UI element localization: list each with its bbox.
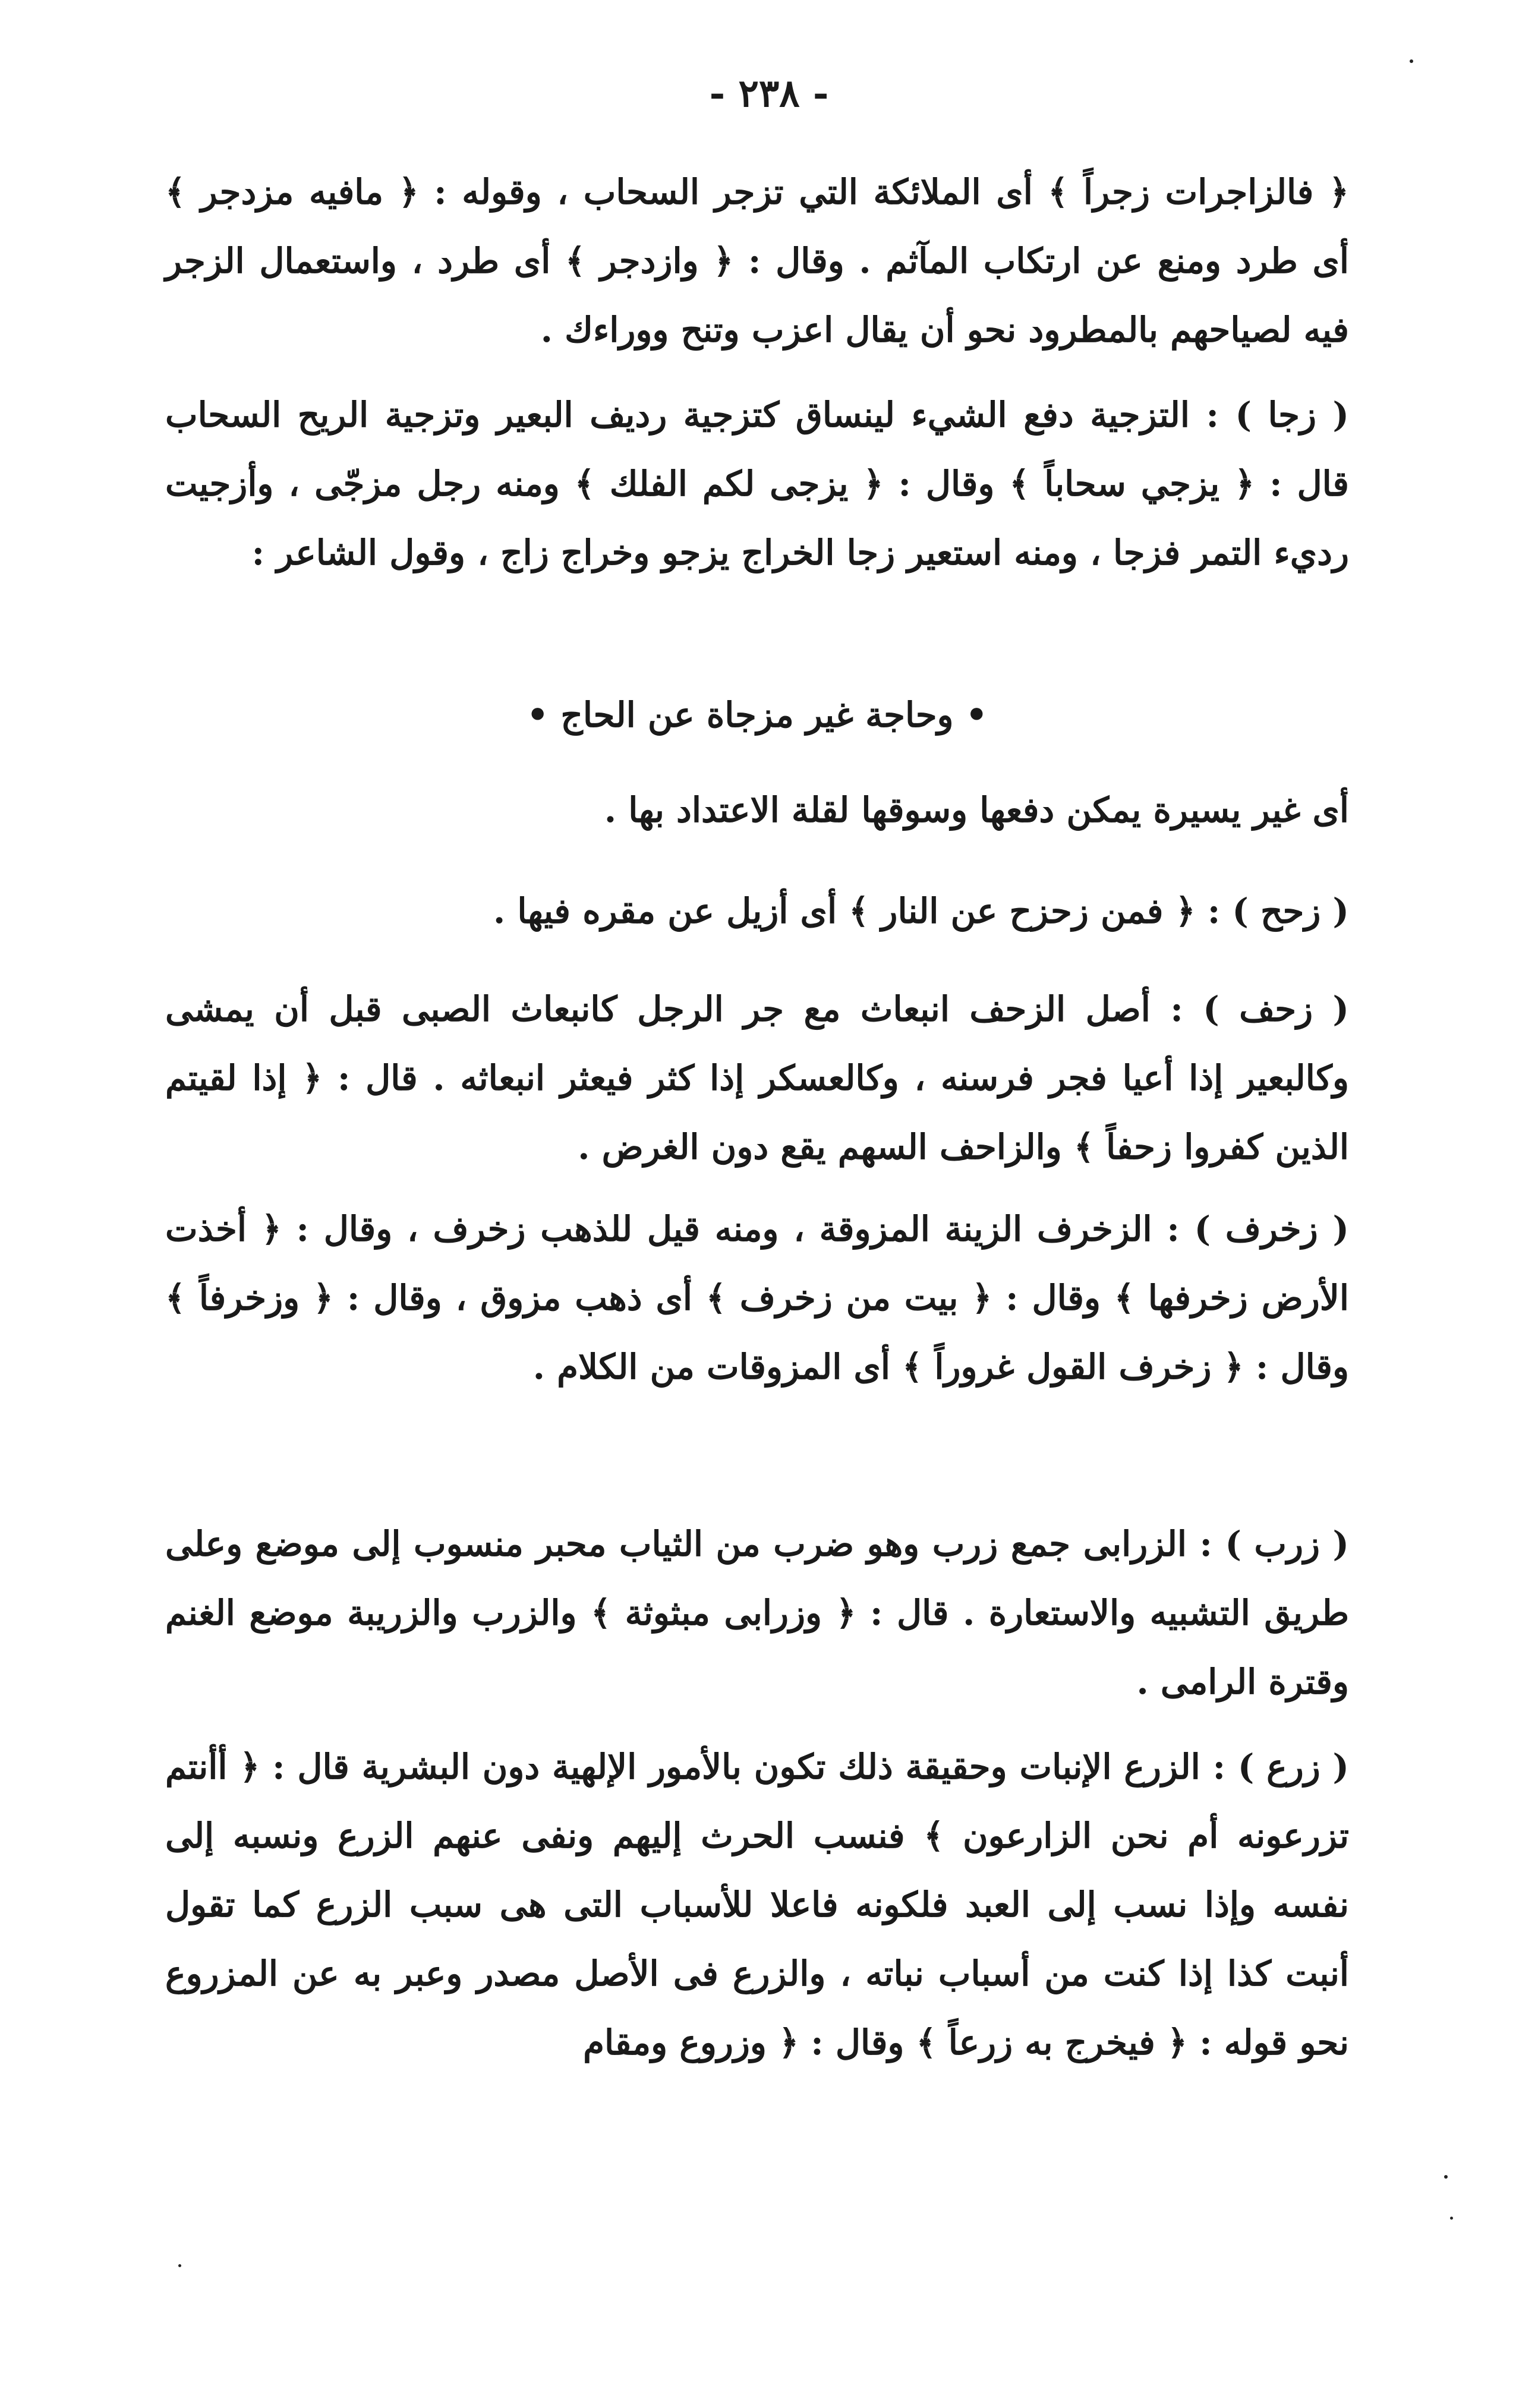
paragraph-zahf bbox=[165, 975, 1349, 1181]
paragraph-zar bbox=[165, 1732, 1349, 2077]
entry-heading: ( زرع ) bbox=[1237, 1747, 1349, 1787]
paragraph-zukhruf bbox=[165, 1194, 1349, 1401]
paragraph-zajr bbox=[165, 157, 1349, 364]
entry-heading: ( زخرف ) bbox=[1194, 1209, 1349, 1249]
entry-text: : الزرابى جمع زرب وهو ضرب من الثياب محبر منسوب إلى موضع وعلى طريق التشبيه والاستعارة . قال : ﴿ وزرابى مبثوثة ﴾ والزرب والزريبة موضع الغنم وقترة الرامى . bbox=[165, 1524, 1349, 1702]
paragraph-text: أى غير يسيرة يمكن دفعها وسوقها لقلة الاعتداد بها . bbox=[604, 790, 1349, 830]
paragraph-zarb bbox=[165, 1509, 1349, 1716]
entry-text: : الزخرف الزينة المزوقة ، ومنه قيل للذهب زخرف ، وقال : ﴿ أخذت الأرض زخرفها ﴾ وقال : ﴿ بيت من زخرف ﴾ أى ذهب مزوق ، وقال : ﴿ وزخرفاً ﴾ وقال : ﴿ زخرف القول غروراً ﴾ أى المزوقات من الكلام . bbox=[165, 1209, 1349, 1387]
entry-text: : التزجية دفع الشيء لينساق كتزجية رديف البعير وتزجية الريح السحاب قال : ﴿ يزجي سحاباً ﴾ وقال : ﴿ يزجى لكم الفلك ﴾ ومنه رجل مزجّى ، وأزجيت رديء التمر فزجا ، ومنه استعير زجا الخراج يزجو وخراج زاج ، وقول الشاعر : bbox=[165, 395, 1349, 573]
paragraph-zaja bbox=[165, 380, 1349, 587]
entry-heading: ( زرب ) bbox=[1225, 1524, 1349, 1564]
paragraph-text: ﴿ فالزاجرات زجراً ﴾ أى الملائكة التي تزجر السحاب ، وقوله : ﴿ مافيه مزدجر ﴾ أى طرد ومنع عن ارتكاب المآثم . وقال : ﴿ وازدجر ﴾ أى طرد ، واستعمال الزجر فيه لصياحهم بالمطرود نحو أن يقال اعزب وتنح ووراءك . bbox=[165, 172, 1349, 350]
entry-text: : الزرع الإنبات وحقيقة ذلك تكون بالأمور الإلهية دون البشرية قال : ﴿ أأنتم تزرعونه أم نحن الزارعون ﴾ فنسب الحرث إليهم ونفى عنهم الزرع ونسبه إلى نفسه وإذا نسب إلى العبد فلكونه فاعلا للأسباب التى هى سبب الزرع كما تقول أنبت كذا إذا كنت من أسباب نباته ، والزرع فى الأصل مصدر وعبر به عن المزروع نحو قوله : ﴿ فيخرج به زرعاً ﴾ وقال : ﴿ وزروع ومقام bbox=[165, 1747, 1349, 2063]
scan-speck bbox=[1444, 2175, 1448, 2179]
poetry-text: • وحاجة غير مزجاة عن الحاج • bbox=[527, 695, 988, 735]
entry-heading: ( زجا ) bbox=[1235, 395, 1349, 435]
paragraph-explanation bbox=[165, 776, 1349, 844]
entry-text: : ﴿ فمن زحزح عن النار ﴾ أى أزيل عن مقره فيها . bbox=[493, 891, 1233, 931]
paragraph-zahh bbox=[165, 877, 1349, 945]
entry-heading: ( زحف ) bbox=[1203, 989, 1349, 1029]
scan-speck bbox=[178, 2264, 181, 2267]
entry-heading: ( زحح ) bbox=[1232, 891, 1349, 931]
entry-text: : أصل الزحف انبعاث مع جر الرجل كانبعاث الصبى قبل أن يمشى وكالبعير إذا أعيا فجر فرسنه ، وكالعسكر إذا كثر فيعثر انبعاثه . قال : ﴿ إذا لقيتم الذين كفروا زحفاً ﴾ والزاحف السهم يقع دون الغرض . bbox=[165, 989, 1349, 1167]
scan-speck bbox=[1410, 59, 1413, 63]
page-number: - ٢٣٨ - bbox=[709, 71, 829, 116]
poetry-line bbox=[165, 680, 1349, 749]
scan-speck bbox=[1450, 2217, 1453, 2220]
